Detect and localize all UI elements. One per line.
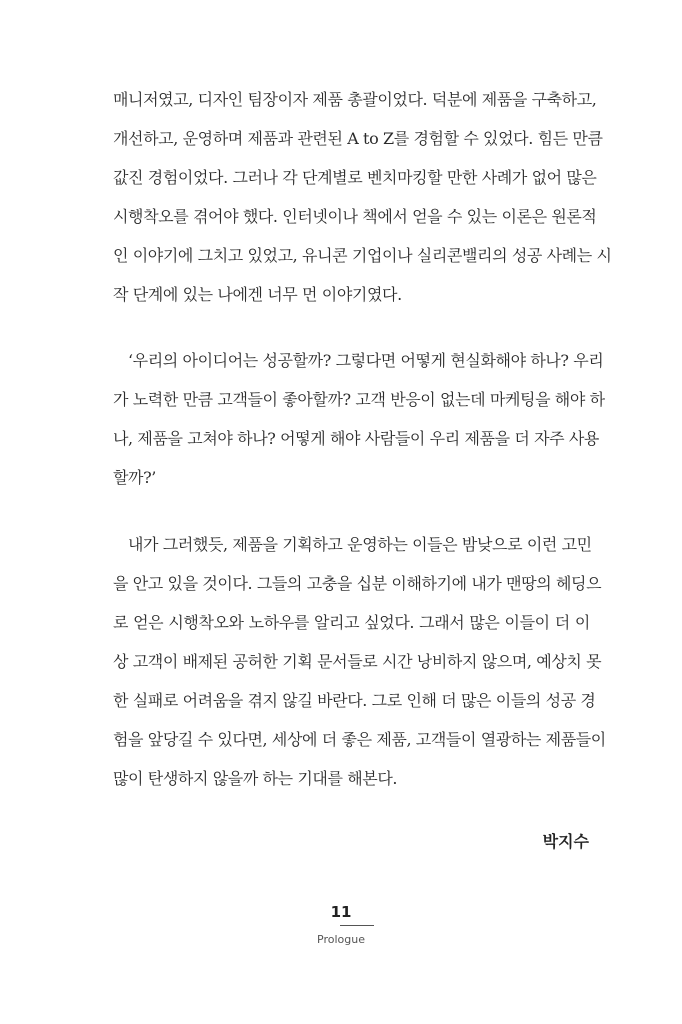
text-line: ‘우리의 아이디어는 성공할까? 그렇다면 어떻게 현실화해야 하나? 우리 [128, 351, 604, 370]
text-line: 내가 그러했듯, 제품을 기획하고 운영하는 이들은 밤낮으로 이런 고민 [128, 535, 592, 554]
text-line: 많이 탄생하지 않을까 하는 기대를 해본다. [113, 769, 398, 788]
text-line: 로 얻은 시행착오와 노하우를 알리고 싶었다. 그래서 많은 이들이 더 이 [113, 613, 590, 632]
text-line: 값진 경험이었다. 그러나 각 단계별로 벤치마킹할 만한 사례가 없어 많은 [113, 168, 597, 187]
text-line: 한 실패로 어려움을 겪지 않길 바란다. 그로 인해 더 많은 이들의 성공 경 [113, 691, 596, 710]
text-line: 시행착오를 겪어야 했다. 인터넷이나 책에서 얻을 수 있는 이론은 원론적 [113, 207, 597, 226]
text-line: 험을 앞당길 수 있다면, 세상에 더 좋은 제품, 고객들이 열광하는 제품들이 [113, 730, 606, 749]
text-line: 상 고객이 배제된 공허한 기획 문서들로 시간 낭비하지 않으며, 예상치 못 [113, 652, 602, 671]
text-line: 매니저였고, 디자인 팀장이자 제품 총괄이었다. 덕분에 제품을 구축하고, [113, 90, 597, 109]
text-line: 작 단계에 있는 나에겐 너무 먼 이야기였다. [113, 285, 402, 304]
text-line: 을 안고 있을 것이다. 그들의 고충을 십분 이해하기에 내가 맨땅의 헤딩으 [113, 574, 602, 593]
text-line: 가 노력한 만큼 고객들이 좋아할까? 고객 반응이 없는데 마케팅을 해야 하 [113, 390, 605, 409]
page-number-divider [340, 925, 374, 926]
text-line: 개선하고, 운영하며 제품과 관련된 A to Z를 경험할 수 있었다. 힘든 만큼 [113, 129, 603, 148]
text-line: 할까?’ [113, 468, 156, 487]
section-label: Prologue [317, 933, 365, 946]
text-line: 나, 제품을 고쳐야 하나? 어떻게 해야 사람들이 우리 제품을 더 자주 사용 [113, 429, 599, 448]
page-number: 11 [330, 903, 352, 921]
author-signature: 박지수 [542, 832, 589, 851]
text-line: 인 이야기에 그치고 있었고, 유니콘 기업이나 실리콘밸리의 성공 사례는 시 [113, 246, 612, 265]
